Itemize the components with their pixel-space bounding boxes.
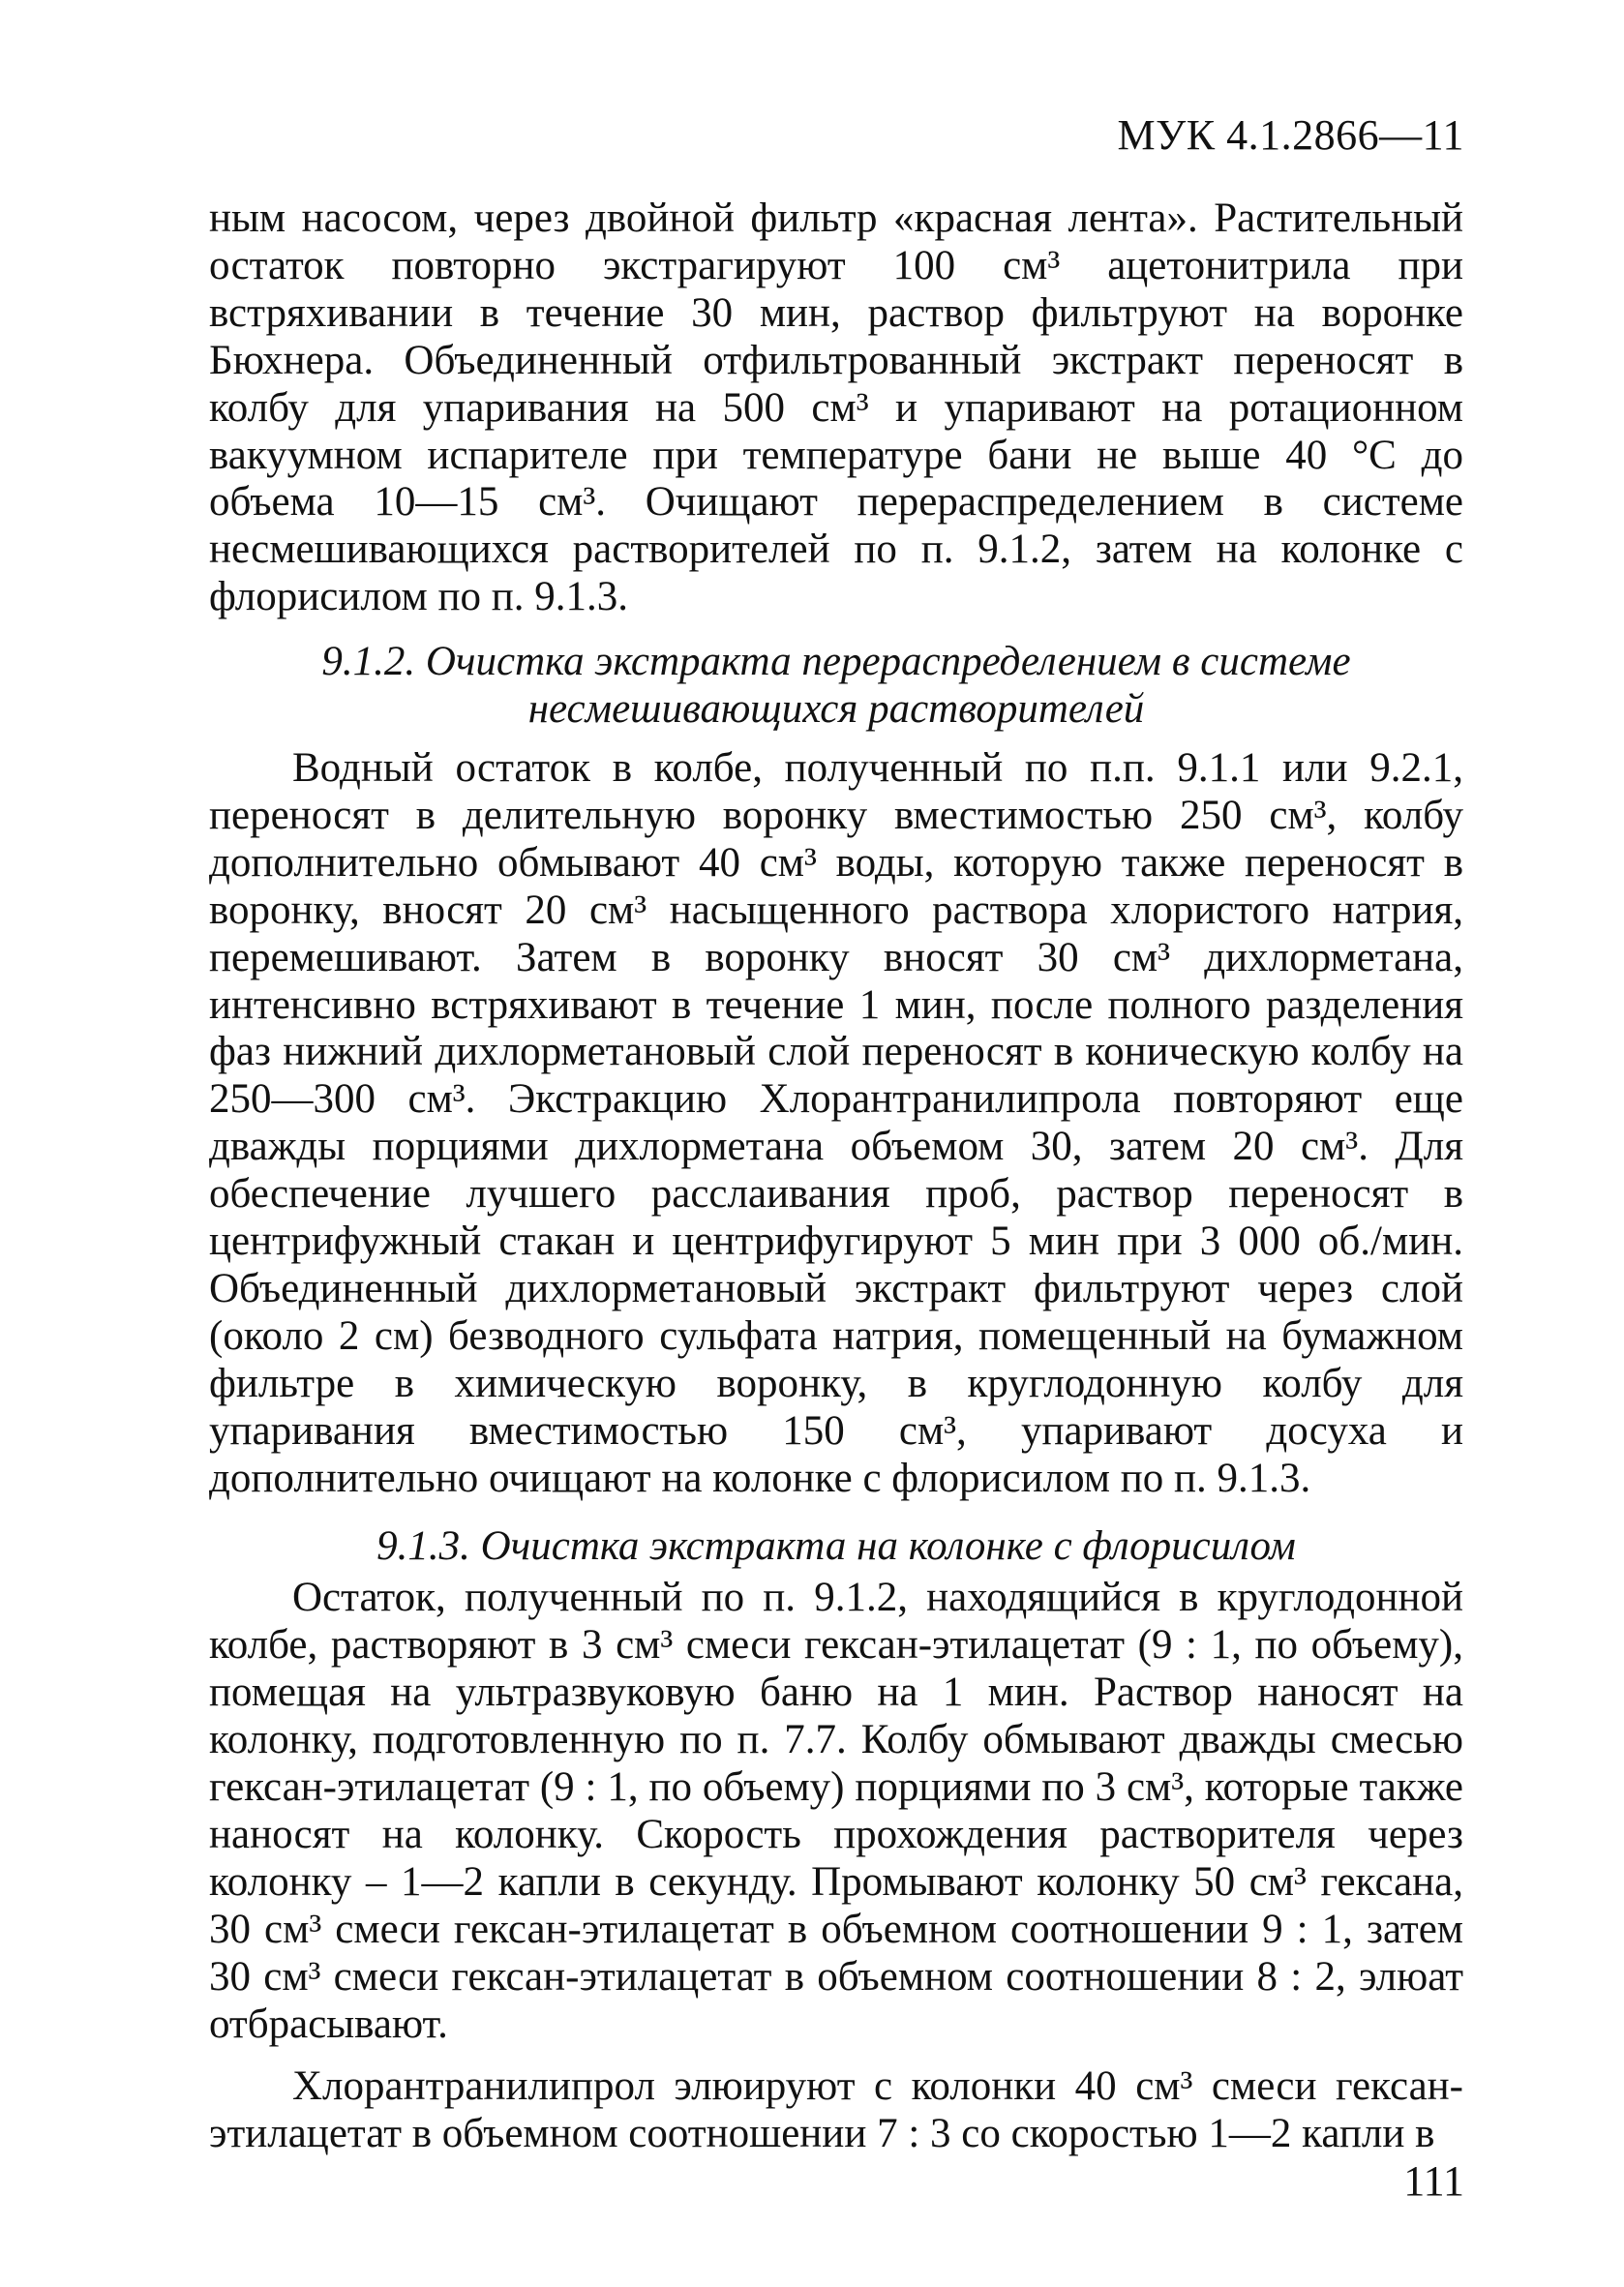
document-code-header: МУК 4.1.2866—11	[1117, 111, 1464, 159]
continued-paragraph: ным насосом, через двойной фильтр «красная лента». Растительный остаток повторно экстрагируют 100 см³ ацетонитрила при встряхивании в течение 30 мин, раствор фильтруют на воронке Бюхнера. Объединенный отфильтрованный экстракт переносят в колбу для упаривания на 500 см³ и упаривают на ротационном вакуумном испарителе при температуре бани не выше 40 °С до объема 10—15 см³. Очищают перераспределением в системе несмешивающихся растворителей по п. 9.1.2, затем на колонке с флорисилом по п. 9.1.3.	[209, 196, 1463, 620]
page-number: 111	[1403, 2157, 1464, 2205]
main-text	[209, 196, 1463, 2158]
section-heading-line: 9.1.2. Очистка экстракта перераспределением в системе	[321, 639, 1351, 685]
section-heading-9-1-3: 9.1.3. Очистка экстракта на колонке с флорисилом	[376, 1523, 1296, 1570]
section-paragraph: Водный остаток в колбе, полученный по п.п. 9.1.1 или 9.2.1, переносят в делительную воронку вместимостью 250 см³, колбу дополнительно обмывают 40 см³ воды, которую также переносят в воронку, вносят 20 см³ насыщенного раствора хлористого натрия, перемешивают. Затем в воронку вносят 30 см³ дихлорметана, интенсивно встряхивают в течение 1 мин, после полного разделения фаз нижний дихлорметановый слой переносят в коническую колбу на 250—300 см³. Экстракцию Хлорантранилипрола повторяют еще дважды порциями дихлорметана объемом 30, затем 20 см³. Для обеспечение лучшего расслаивания проб, раствор переносят в центрифужный стакан и центрифугируют 5 мин при 3 000 об./мин. Объединенный дихлорметановый экстракт фильтруют через слой (около 2 см) безводного сульфата натрия, помещенный на бумажном фильтре в химическую воронку, в круглодонную колбу для упаривания вместимостью 150 см³, упаривают досуха и дополнительно очищают на колонке с флорисилом по п. 9.1.3.	[209, 744, 1463, 1501]
section-heading-line: несмешивающихся растворителей	[527, 686, 1145, 733]
section-heading-9-1-2	[209, 639, 1463, 734]
section-paragraph: Хлорантранилипрол элюируют с колонки 40 см³ смеси гексан-этилацетат в объемном соотношении 7 : 3 со скоростью 1—2 капли в	[209, 2063, 1463, 2157]
section-paragraph: Остаток, полученный по п. 9.1.2, находящийся в круглодонной колбе, растворяют в 3 см³ смеси гексан-этилацетат (9 : 1, по объему), помещая на ультразвуковую баню на 1 мин. Раствор наносят на колонку, подготовленную по п. 7.7. Колбу обмывают дважды смесью гексан-этилацетат (9 : 1, по объему) порциями по 3 см³, которые также наносят на колонку. Скорость прохождения растворителя через колонку – 1—2 капли в секунду. Промывают колонку 50 см³ гексана, 30 см³ смеси гексан-этилацетат в объемном соотношении 9 : 1, затем 30 см³ смеси гексан-этилацетат в объемном соотношении 8 : 2, элюат отбрасывают.	[209, 1575, 1463, 2047]
